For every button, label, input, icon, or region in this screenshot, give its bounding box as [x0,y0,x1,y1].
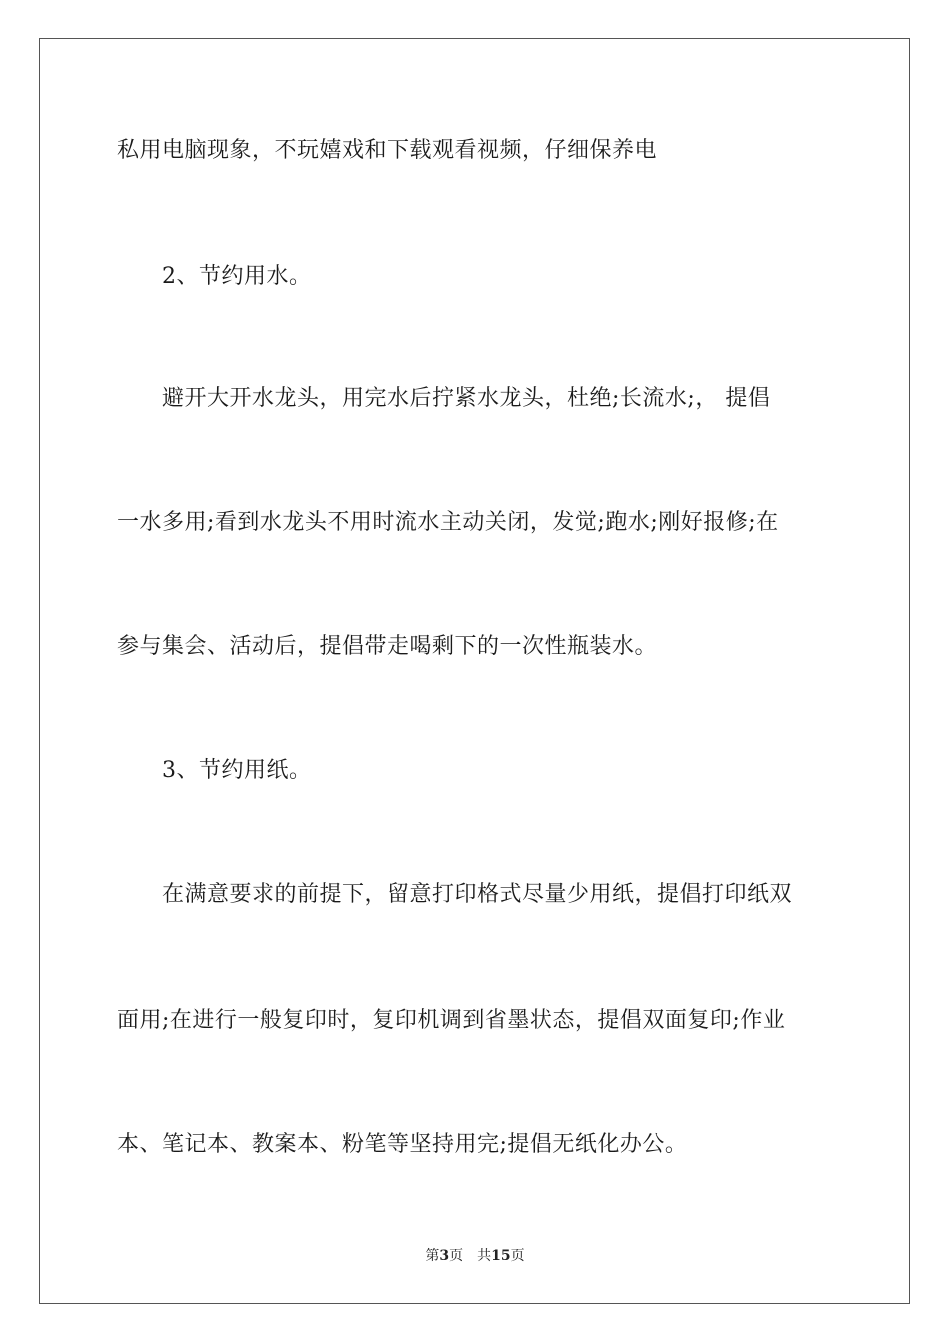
footer-page-prefix: 第 [425,1248,440,1264]
section-heading-paper: 3、节约用纸。 [162,758,312,783]
body-line-1: 私用电脑现象，不玩嬉戏和下载观看视频，仔细保养电 [117,138,658,163]
page-footer [0,1246,950,1266]
footer-page-number: 3 [439,1248,450,1264]
body-line-7: 在满意要求的前提下，留意打印格式尽量少用纸，提倡打印纸双 [162,882,793,907]
body-line-9: 本、笔记本、教案本、粉笔等坚持用完;提倡无纸化办公。 [117,1132,688,1157]
body-line-5: 参与集会、活动后，提倡带走喝剩下的一次性瓶装水。 [117,634,658,659]
body-line-3: 避开大开水龙头，用完水后拧紧水龙头，杜绝;长流水;， 提倡 [162,386,771,411]
page-border [39,38,910,1304]
section-heading-water: 2、节约用水。 [162,264,312,289]
body-line-8: 面用;在进行一般复印时，复印机调到省墨状态，提倡双面复印;作业 [117,1008,786,1033]
footer-page-suffix: 页 [449,1248,464,1264]
footer-total-suffix: 页 [510,1248,525,1264]
body-line-4: 一水多用;看到水龙头不用时流水主动关闭，发觉;跑水;刚好报修;在 [117,510,779,535]
footer-total-pages: 15 [491,1248,511,1264]
footer-total-prefix: 共 [477,1248,492,1264]
